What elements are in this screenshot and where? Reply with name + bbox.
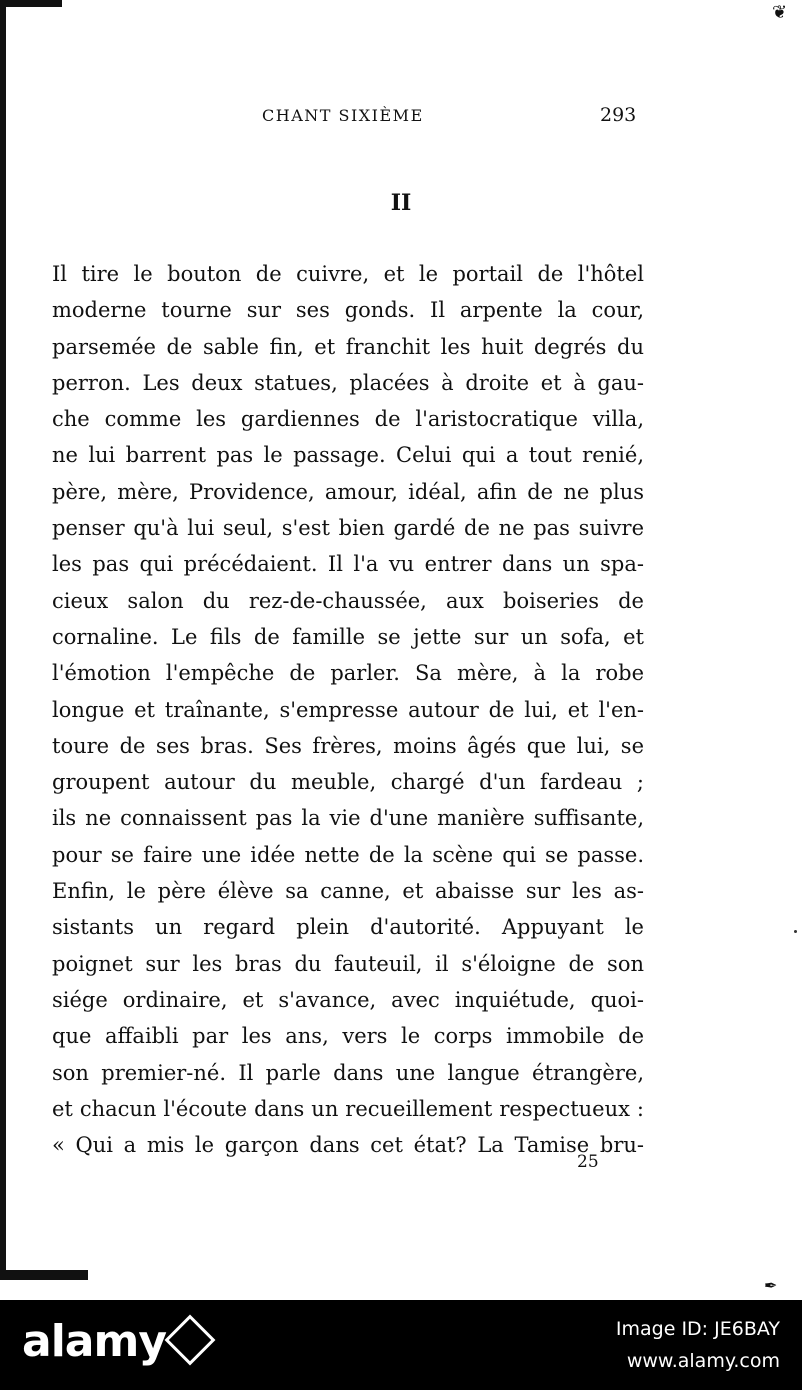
text-line: parsemée de sable fin, et franchit les huit degrés du [52, 334, 644, 359]
section-number: II [390, 190, 412, 216]
text-line: cornaline. Le fils de famille se jette sur un sofa, et [52, 624, 644, 649]
text-line: son premier-né. Il parle dans une langue étrangère, [52, 1060, 644, 1085]
text-line: penser qu'à lui seul, s'est bien gardé de ne pas suivre [52, 516, 644, 541]
text-line: ne lui barrent pas le passage. Celui qui a tout renié, [52, 443, 644, 468]
text-line: toure de ses bras. Ses frères, moins âgés que lui, se [52, 733, 644, 758]
text-line: che comme les gardiennes de l'aristocratique villa, [52, 407, 644, 432]
text-line: siége ordinaire, et s'avance, avec inquiétude, quoi- [52, 987, 644, 1012]
text-line: moderne tourne sur ses gonds. Il arpente la cour, [52, 298, 644, 323]
text-line: et chacun l'écoute dans un recueillement respectueux : [52, 1096, 644, 1121]
text-line: « Qui a mis le garçon dans cet état? La Tamise bru- [52, 1133, 644, 1158]
site-url: www.alamy.com [626, 1350, 780, 1372]
scan-border-top [0, 0, 62, 7]
watermark-bar [0, 1300, 802, 1390]
text-line: Enfin, le père élève sa canne, et abaisse sur les as- [52, 879, 644, 904]
image-id: Image ID: JE6BAY [615, 1318, 780, 1340]
text-line: longue et traînante, s'empresse autour de lui, et l'en- [52, 697, 644, 722]
text-line: sistants un regard plein d'autorité. Appuyant le [52, 915, 644, 940]
ink-speck-icon: ❦ [772, 2, 788, 23]
page-number: 293 [600, 104, 637, 126]
ink-dot-icon [794, 930, 797, 933]
text-line: pour se faire une idée nette de la scène qui se passe. [52, 842, 644, 867]
text-line: ils ne connaissent pas la vie d'une manière suffisante, [52, 806, 644, 831]
text-line: cieux salon du rez-de-chaussée, aux boiseries de [52, 588, 644, 613]
text-line: perron. Les deux statues, placées à droite et à gau- [52, 370, 644, 395]
text-line: l'émotion l'empêche de parler. Sa mère, à la robe [52, 661, 644, 686]
logo-text: alamy [22, 1316, 166, 1367]
text-line: poignet sur les bras du fauteuil, il s'éloigne de son [52, 951, 644, 976]
alamy-logo [22, 1316, 208, 1367]
ink-speck-icon: ✒ [764, 1276, 778, 1295]
text-line: que affaibli par les ans, vers le corps immobile de [52, 1024, 644, 1049]
diamond-icon [165, 1315, 216, 1366]
body-paragraph [52, 256, 644, 1163]
text-line: Il tire le bouton de cuivre, et le portail de l'hôtel [52, 262, 644, 286]
text-line: les pas qui précédaient. Il l'a vu entrer dans un spa- [52, 552, 644, 577]
running-head: CHANT SIXIÈME [262, 106, 424, 125]
signature-mark: 25 [577, 1152, 599, 1172]
text-line: groupent autour du meuble, chargé d'un fardeau ; [52, 770, 644, 795]
text-line: père, mère, Providence, amour, idéal, afin de ne plus [52, 479, 644, 504]
scan-border-bottom [0, 1270, 88, 1280]
